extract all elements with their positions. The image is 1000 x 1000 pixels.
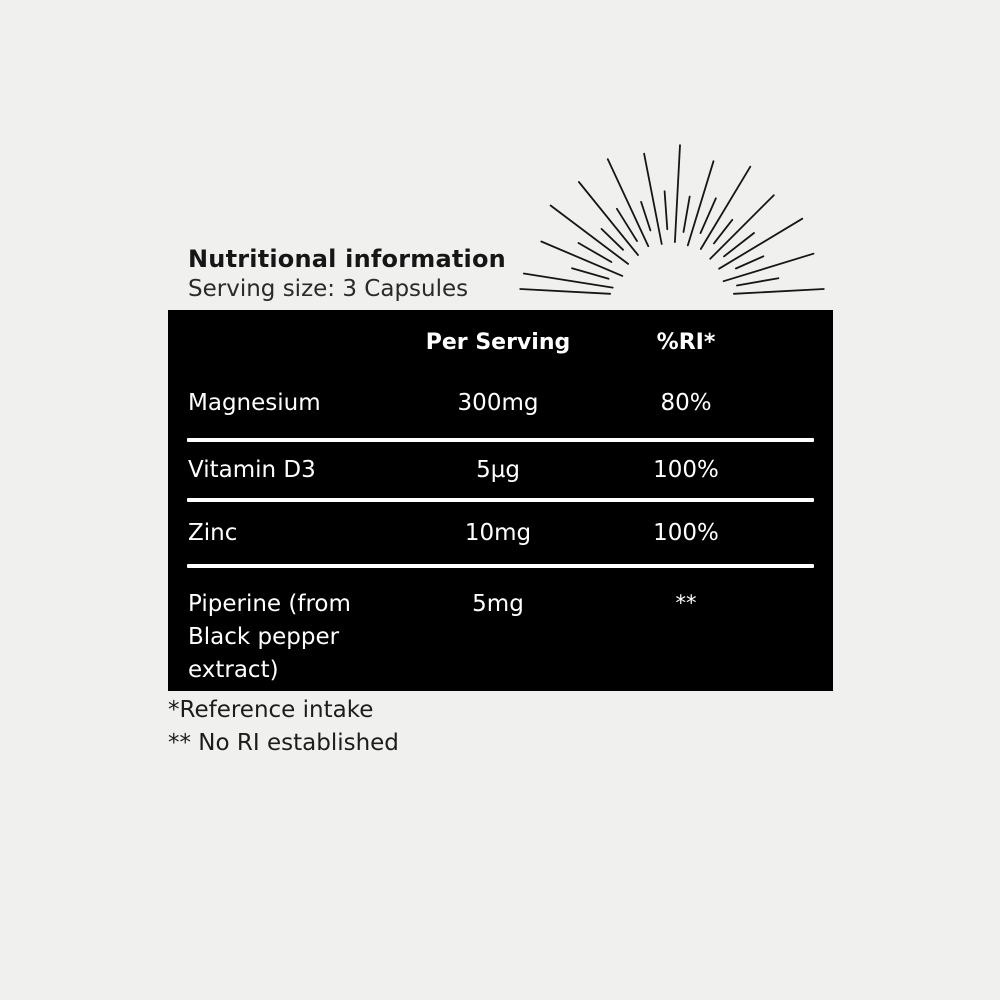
ri-cell: ** (675, 591, 697, 616)
per-serving-cell: 300mg (457, 390, 539, 417)
ri-cell: 100% (653, 457, 719, 484)
table-row (168, 502, 833, 564)
ri-cell: 80% (660, 390, 712, 417)
ri-cell: 100% (653, 520, 719, 547)
footnote-no-ri: ** No RI established (168, 730, 399, 757)
table-row (168, 568, 833, 691)
table-header-row (168, 310, 833, 368)
nutrient-name-cell: Magnesium (188, 390, 321, 417)
nutrient-name-cell: Vitamin D3 (188, 457, 316, 484)
page-title: Nutritional information (188, 245, 506, 273)
per-serving-cell: 5mg (472, 591, 524, 618)
nutrient-name-cell: Piperine (from Black pepper extract) (188, 591, 351, 683)
nutrition-table (168, 310, 833, 691)
table-row (168, 368, 833, 438)
per-serving-cell: 10mg (464, 520, 532, 547)
per-serving-cell: 5µg (476, 457, 520, 484)
nutrient-name-cell: Zinc (188, 520, 238, 547)
footnotes (168, 694, 833, 760)
nutrition-label (168, 244, 833, 760)
table-row (168, 442, 833, 498)
header-per-serving: Per Serving (425, 329, 571, 355)
header-ri: %RI* (656, 329, 716, 355)
serving-size-text: Serving size: 3 Capsules (188, 276, 469, 303)
footnote-reference-intake: *Reference intake (168, 697, 374, 724)
